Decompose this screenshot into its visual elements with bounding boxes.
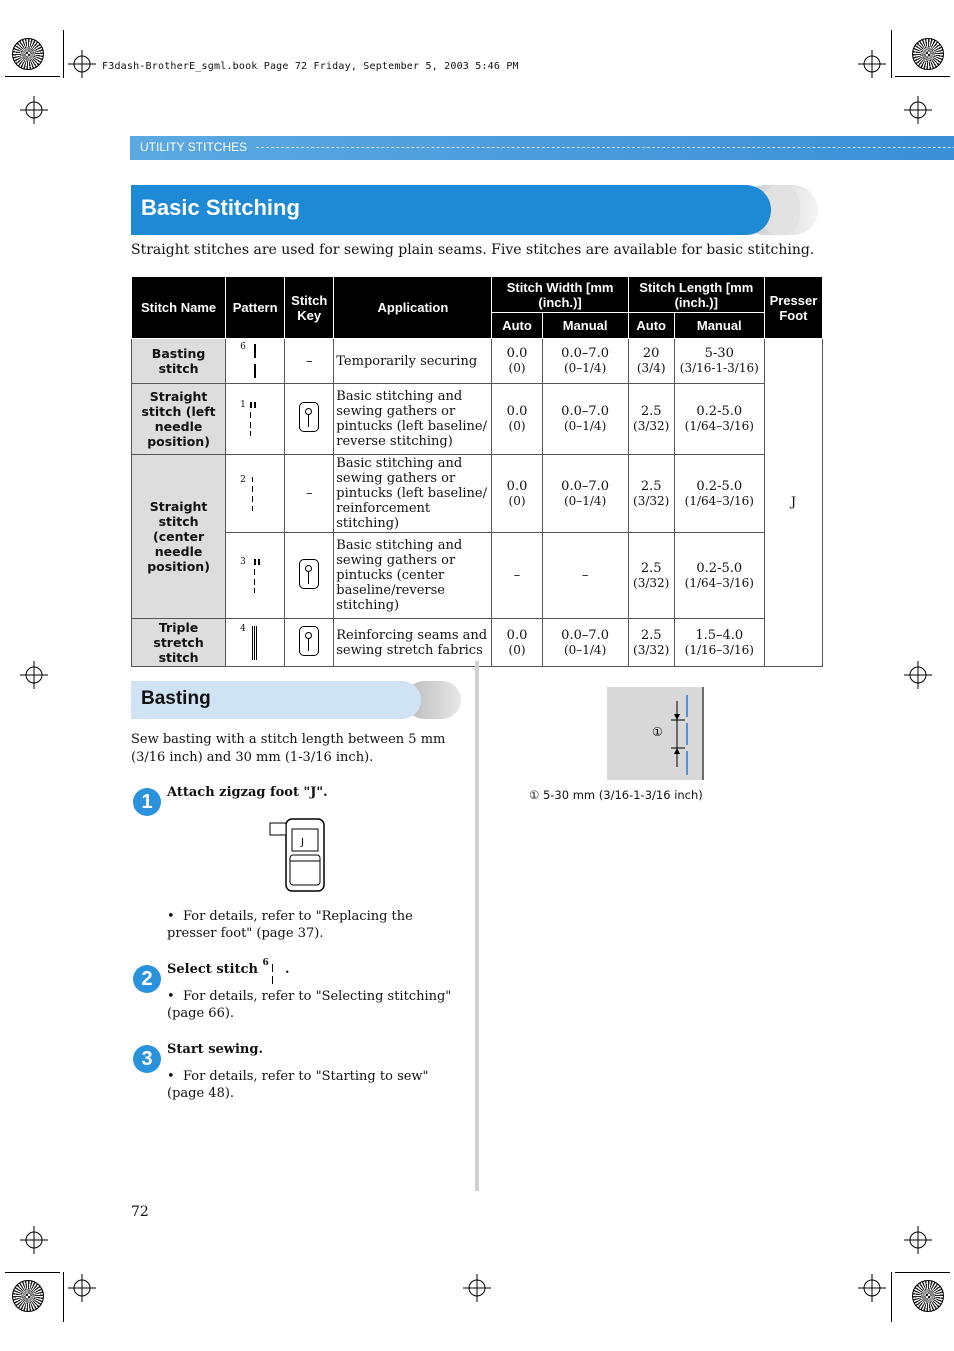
basting-stitch-icon: 6: [240, 340, 270, 378]
crosshair-icon: [68, 1274, 96, 1302]
crop-line: [5, 1272, 60, 1273]
section-divider: [256, 147, 954, 148]
registration-mark-top-right: [912, 38, 944, 70]
stitch-key: –: [285, 339, 334, 384]
straight-stitch-left-icon: 1: [240, 398, 270, 436]
crosshair-icon: [858, 50, 886, 78]
registration-mark-bottom-left: [12, 1280, 44, 1312]
application-text: Basic stitching and sewing gathers or pintucks (left baseline/ reinforcement stitching): [334, 455, 492, 533]
pattern-cell: [226, 455, 285, 533]
application-text: Temporarily securing: [334, 339, 492, 384]
figure-caption: ① 5-30 mm (3/16-1-3/16 inch): [529, 788, 703, 802]
length-auto: 20 (3/4): [628, 339, 674, 384]
stitch-key-cell: [285, 384, 334, 455]
table-row: [132, 619, 823, 667]
width-manual: 0.0–7.0 (0–1/4): [542, 455, 628, 533]
header-application: Application: [334, 277, 492, 339]
basting-stitch-icon: 6: [262, 962, 280, 984]
header-manual: Manual: [674, 313, 764, 339]
length-auto: 2.5 (3/32): [628, 384, 674, 455]
column-divider: [475, 661, 479, 1191]
table-row: [132, 533, 823, 619]
crosshair-icon: [904, 661, 932, 689]
reverse-stitch-key-icon: [299, 626, 319, 656]
header-stitch-length: Stitch Length [mm (inch.)]: [628, 277, 764, 313]
header-stitch-key: Stitch Key: [285, 277, 334, 339]
crop-line: [891, 1272, 892, 1322]
section-label: UTILITY STITCHES: [140, 140, 248, 154]
figure-marker: ①: [652, 725, 663, 739]
step-number-1: 1: [133, 788, 161, 816]
crosshair-icon: [904, 96, 932, 124]
stitch-key-cell: [285, 533, 334, 619]
width-manual: 0.0–7.0 (0–1/4): [542, 619, 628, 667]
header-pattern: Pattern: [226, 277, 285, 339]
basting-title: Basting: [141, 688, 211, 709]
presser-foot-value: J: [764, 339, 822, 667]
stitch-name: Straight stitch (left needle position): [132, 384, 226, 455]
width-manual: 0.0–7.0 (0–1/4): [542, 339, 628, 384]
application-text: Basic stitching and sewing gathers or pintucks (center baseline/reverse stitching): [334, 533, 492, 619]
header-manual: Manual: [542, 313, 628, 339]
stitch-table: [131, 276, 823, 667]
header-stitch-width: Stitch Width [mm (inch.)]: [492, 277, 628, 313]
page-title: Basic Stitching: [141, 195, 300, 220]
crop-line: [63, 1272, 64, 1322]
width-auto: 0.0 (0): [492, 455, 542, 533]
reverse-stitch-key-icon: [299, 402, 319, 432]
width-auto: –: [492, 533, 542, 619]
triple-stretch-stitch-icon: 4: [240, 622, 270, 660]
basting-diagram: [607, 687, 704, 780]
pattern-cell: [226, 619, 285, 667]
header-presser-foot: Presser Foot: [764, 277, 822, 339]
crop-line: [895, 76, 950, 77]
length-auto: 2.5 (3/32): [628, 619, 674, 667]
intro-text: Straight stitches are used for sewing plain seams. Five stitches are available for basic stitching.: [131, 242, 815, 258]
registration-mark-bottom-right: [912, 1280, 944, 1312]
length-manual: 5-30 (3/16-1-3/16): [674, 339, 764, 384]
stitch-key: –: [285, 455, 334, 533]
pattern-cell: [226, 384, 285, 455]
crosshair-icon: [858, 1274, 886, 1302]
registration-mark-top-left: [12, 38, 44, 70]
application-text: Basic stitching and sewing gathers or pintucks (left baseline/ reverse stitching): [334, 384, 492, 455]
print-header: F3dash-BrotherE_sgml.book Page 72 Friday, September 5, 2003 5:46 PM: [102, 61, 519, 72]
step-2-bullet: • For details, refer to "Selecting stitching" (page 66).: [167, 989, 452, 1021]
basting-intro: Sew basting with a stitch length between 5 mm (3/16 inch) and 30 mm (1-3/16 inch).: [131, 732, 446, 765]
table-row: [132, 384, 823, 455]
crop-line: [63, 30, 64, 78]
header-stitch-name: Stitch Name: [132, 277, 226, 339]
straight-stitch-center-icon: 2: [240, 473, 270, 511]
length-manual: 0.2-5.0 (1/64–3/16): [674, 533, 764, 619]
step-2-text: Select stitch 6 .: [167, 962, 290, 984]
length-manual: 1.5–4.0 (1/16–3/16): [674, 619, 764, 667]
stitch-name: Triple stretch stitch: [132, 619, 226, 667]
basting-figure: [607, 687, 704, 780]
step-1-bullet: • For details, refer to "Replacing the presser foot" (page 37).: [167, 909, 413, 941]
header-auto: Auto: [492, 313, 542, 339]
pattern-cell: [226, 533, 285, 619]
crop-line: [5, 76, 60, 77]
width-auto: 0.0 (0): [492, 619, 542, 667]
width-auto: 0.0 (0): [492, 339, 542, 384]
width-auto: 0.0 (0): [492, 384, 542, 455]
step-3-bullet: • For details, refer to "Starting to sew" (page 48).: [167, 1069, 429, 1101]
step-number-2: 2: [133, 965, 161, 993]
crosshair-icon: [68, 50, 96, 78]
section-bar: [130, 136, 954, 160]
width-manual: –: [542, 533, 628, 619]
crop-line: [895, 1272, 950, 1273]
pattern-cell: [226, 339, 285, 384]
step-1-text: Attach zigzag foot "J".: [167, 785, 328, 800]
width-manual: 0.0–7.0 (0–1/4): [542, 384, 628, 455]
step-3-text: Start sewing.: [167, 1042, 263, 1057]
stitch-name: Straight stitch (center needle position): [132, 455, 226, 619]
application-text: Reinforcing seams and sewing stretch fabrics: [334, 619, 492, 667]
page-number: 72: [131, 1204, 149, 1220]
stitch-key-cell: [285, 619, 334, 667]
stitch-name: Basting stitch: [132, 339, 226, 384]
crosshair-icon: [463, 1274, 491, 1302]
table-row: [132, 339, 823, 384]
length-auto: 2.5 (3/32): [628, 455, 674, 533]
straight-stitch-center-reverse-icon: 3: [240, 555, 270, 593]
reverse-stitch-key-icon: [299, 559, 319, 589]
zigzag-foot-icon: [268, 817, 328, 895]
length-auto: 2.5 (3/32): [628, 533, 674, 619]
crosshair-icon: [20, 96, 48, 124]
step-number-3: 3: [133, 1045, 161, 1073]
table-row: [132, 455, 823, 533]
header-auto: Auto: [628, 313, 674, 339]
length-manual: 0.2-5.0 (1/64–3/16): [674, 455, 764, 533]
crosshair-icon: [20, 661, 48, 689]
crosshair-icon: [904, 1226, 932, 1254]
length-manual: 0.2-5.0 (1/64–3/16): [674, 384, 764, 455]
crop-line: [891, 30, 892, 78]
foot-label: J: [301, 837, 304, 848]
crosshair-icon: [20, 1226, 48, 1254]
